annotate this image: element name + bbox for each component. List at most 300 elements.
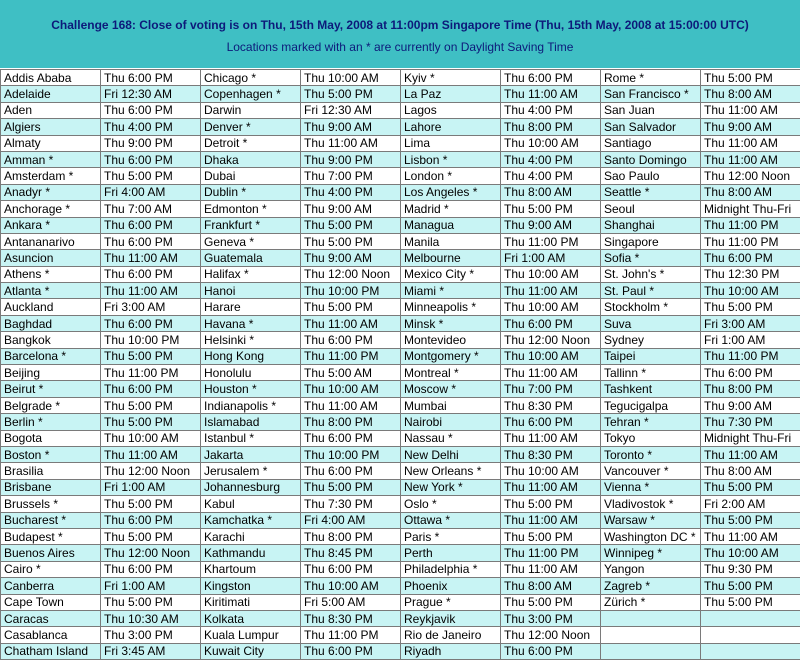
- city-name-cell: Kuwait City: [201, 643, 301, 659]
- city-name-cell: Dublin *: [201, 184, 301, 200]
- city-name-cell: Dhaka: [201, 151, 301, 167]
- city-name-cell: Copenhagen *: [201, 86, 301, 102]
- local-time-cell: Thu 11:00 PM: [301, 627, 401, 643]
- table-row: [1, 102, 800, 118]
- city-name-cell: Vladivostok *: [601, 496, 701, 512]
- city-name-cell: Geneva *: [201, 233, 301, 249]
- local-time-cell: Thu 9:00 PM: [101, 135, 201, 151]
- local-time-cell: Fri 4:00 AM: [301, 512, 401, 528]
- city-name-cell: Rome *: [601, 70, 701, 86]
- local-time-cell: Thu 11:00 PM: [701, 348, 800, 364]
- local-time-cell: Thu 7:00 AM: [101, 201, 201, 217]
- city-name-cell: Zagreb *: [601, 578, 701, 594]
- city-name-cell: Boston *: [1, 446, 101, 462]
- city-name-cell: Canberra: [1, 578, 101, 594]
- table-row: [1, 496, 800, 512]
- city-name-cell: Miami *: [401, 283, 501, 299]
- local-time-cell: Thu 11:00 PM: [101, 365, 201, 381]
- local-time-cell: Thu 5:00 PM: [501, 528, 601, 544]
- city-name-cell: Auckland: [1, 299, 101, 315]
- city-name-cell: Montreal *: [401, 365, 501, 381]
- city-name-cell: Seattle *: [601, 184, 701, 200]
- local-time-cell: Thu 10:30 AM: [101, 610, 201, 626]
- city-name-cell: St. Paul *: [601, 283, 701, 299]
- city-name-cell: Brussels *: [1, 496, 101, 512]
- table-row: [1, 594, 800, 610]
- local-time-cell: Thu 8:00 PM: [701, 381, 800, 397]
- city-name-cell: Lima: [401, 135, 501, 151]
- city-name-cell: Kyiv *: [401, 70, 501, 86]
- local-time-cell: Midnight Thu-Fri: [701, 201, 800, 217]
- city-name-cell: Ottawa *: [401, 512, 501, 528]
- city-name-cell: Shanghai: [601, 217, 701, 233]
- local-time-cell: Thu 9:00 PM: [301, 151, 401, 167]
- local-time-cell: [701, 643, 800, 659]
- city-name-cell: Chatham Island: [1, 643, 101, 659]
- local-time-cell: Thu 9:00 AM: [701, 397, 800, 413]
- city-name-cell: Riyadh: [401, 643, 501, 659]
- local-time-cell: Thu 10:00 AM: [701, 545, 800, 561]
- local-time-cell: Fri 4:00 AM: [101, 184, 201, 200]
- table-row: [1, 151, 800, 167]
- table-row: [1, 365, 800, 381]
- city-name-cell: Madrid *: [401, 201, 501, 217]
- local-time-cell: Thu 8:00 PM: [501, 119, 601, 135]
- city-name-cell: Hong Kong: [201, 348, 301, 364]
- city-name-cell: Seoul: [601, 201, 701, 217]
- local-time-cell: Thu 11:00 AM: [701, 151, 800, 167]
- table-row: [1, 397, 800, 413]
- local-time-cell: Fri 3:45 AM: [101, 643, 201, 659]
- local-time-cell: Thu 10:00 AM: [501, 299, 601, 315]
- local-time-cell: Thu 11:00 AM: [501, 479, 601, 495]
- city-name-cell: New Orleans *: [401, 463, 501, 479]
- city-name-cell: Bogota: [1, 430, 101, 446]
- local-time-cell: Thu 5:00 AM: [301, 365, 401, 381]
- table-row: [1, 463, 800, 479]
- city-name-cell: Rio de Janeiro: [401, 627, 501, 643]
- table-row: [1, 217, 800, 233]
- city-name-cell: Jakarta: [201, 446, 301, 462]
- local-time-cell: Thu 5:00 PM: [701, 578, 800, 594]
- local-time-cell: Thu 6:00 PM: [101, 381, 201, 397]
- local-time-cell: Fri 1:00 AM: [501, 250, 601, 266]
- table-row: [1, 70, 800, 86]
- table-row: [1, 545, 800, 561]
- city-name-cell: Berlin *: [1, 414, 101, 430]
- local-time-cell: Thu 6:00 PM: [701, 365, 800, 381]
- local-time-cell: Thu 7:30 PM: [301, 496, 401, 512]
- local-time-cell: Thu 9:00 AM: [301, 201, 401, 217]
- city-name-cell: London *: [401, 168, 501, 184]
- local-time-cell: Thu 6:00 PM: [701, 250, 800, 266]
- city-name-cell: Brasilia: [1, 463, 101, 479]
- local-time-cell: Thu 6:00 PM: [101, 512, 201, 528]
- table-row: [1, 528, 800, 544]
- local-time-cell: Thu 5:00 PM: [101, 168, 201, 184]
- city-name-cell: Lahore: [401, 119, 501, 135]
- local-time-cell: Thu 6:00 PM: [501, 315, 601, 331]
- city-name-cell: Singapore: [601, 233, 701, 249]
- city-name-cell: Moscow *: [401, 381, 501, 397]
- local-time-cell: Fri 1:00 AM: [101, 578, 201, 594]
- city-name-cell: Los Angeles *: [401, 184, 501, 200]
- local-time-cell: Thu 6:00 PM: [101, 315, 201, 331]
- city-name-cell: Yangon: [601, 561, 701, 577]
- city-name-cell: Guatemala: [201, 250, 301, 266]
- local-time-cell: Thu 6:00 PM: [301, 332, 401, 348]
- city-name-cell: Beirut *: [1, 381, 101, 397]
- local-time-cell: Thu 11:00 AM: [101, 446, 201, 462]
- local-time-cell: Thu 8:00 AM: [701, 463, 800, 479]
- table-row: [1, 135, 800, 151]
- city-name-cell: Philadelphia *: [401, 561, 501, 577]
- local-time-cell: Thu 5:00 PM: [101, 348, 201, 364]
- local-time-cell: Thu 11:00 AM: [301, 135, 401, 151]
- local-time-cell: Thu 11:00 AM: [701, 446, 800, 462]
- local-time-cell: Thu 11:00 AM: [501, 512, 601, 528]
- city-name-cell: Jerusalem *: [201, 463, 301, 479]
- local-time-cell: Thu 11:00 AM: [101, 283, 201, 299]
- local-time-cell: Thu 11:00 AM: [301, 315, 401, 331]
- city-name-cell: Managua: [401, 217, 501, 233]
- local-time-cell: Thu 5:00 PM: [501, 496, 601, 512]
- city-name-cell: Kiritimati: [201, 594, 301, 610]
- local-time-cell: Thu 6:00 PM: [101, 102, 201, 118]
- local-time-cell: Thu 11:00 AM: [501, 430, 601, 446]
- table-row: [1, 414, 800, 430]
- table-row: [1, 283, 800, 299]
- local-time-cell: Thu 4:00 PM: [101, 119, 201, 135]
- table-row: [1, 299, 800, 315]
- local-time-cell: Thu 11:00 AM: [501, 561, 601, 577]
- city-name-cell: Denver *: [201, 119, 301, 135]
- local-time-cell: Thu 12:00 Noon: [101, 463, 201, 479]
- city-name-cell: Karachi: [201, 528, 301, 544]
- local-time-cell: Thu 8:00 PM: [301, 528, 401, 544]
- local-time-cell: Thu 5:00 PM: [701, 70, 800, 86]
- city-name-cell: Havana *: [201, 315, 301, 331]
- city-name-cell: Brisbane: [1, 479, 101, 495]
- local-time-cell: Thu 5:00 PM: [301, 233, 401, 249]
- local-time-cell: Thu 5:00 PM: [101, 594, 201, 610]
- page-header: [0, 0, 800, 68]
- city-name-cell: Taipei: [601, 348, 701, 364]
- local-time-cell: Thu 6:00 PM: [101, 266, 201, 282]
- city-name-cell: Athens *: [1, 266, 101, 282]
- local-time-cell: Thu 11:00 AM: [501, 283, 601, 299]
- local-time-cell: Thu 11:00 AM: [101, 250, 201, 266]
- local-time-cell: Thu 4:00 PM: [301, 184, 401, 200]
- city-name-cell: Manila: [401, 233, 501, 249]
- city-name-cell: Sofia *: [601, 250, 701, 266]
- local-time-cell: Thu 12:00 Noon: [101, 545, 201, 561]
- city-name-cell: Helsinki *: [201, 332, 301, 348]
- local-time-cell: Thu 9:00 AM: [501, 217, 601, 233]
- local-time-cell: Thu 8:30 PM: [501, 446, 601, 462]
- local-time-cell: Thu 11:00 PM: [701, 217, 800, 233]
- local-time-cell: Thu 11:00 AM: [701, 102, 800, 118]
- city-name-cell: Sao Paulo: [601, 168, 701, 184]
- city-name-cell: Suva: [601, 315, 701, 331]
- page-title: Challenge 168: Close of voting is on Thu, 15th May, 2008 at 11:00pm Singapore Time (Thu, 15th May, 2008 at 15:00:00 UTC): [51, 18, 749, 32]
- table-row: [1, 332, 800, 348]
- local-time-cell: Thu 10:00 PM: [301, 283, 401, 299]
- city-name-cell: Sydney: [601, 332, 701, 348]
- local-time-cell: [701, 627, 800, 643]
- city-name-cell: Addis Ababa: [1, 70, 101, 86]
- local-time-cell: Fri 3:00 AM: [701, 315, 800, 331]
- city-name-cell: Stockholm *: [601, 299, 701, 315]
- city-name-cell: Antananarivo: [1, 233, 101, 249]
- table-row: [1, 610, 800, 626]
- table-row: [1, 627, 800, 643]
- city-name-cell: Asuncion: [1, 250, 101, 266]
- city-name-cell: Buenos Aires: [1, 545, 101, 561]
- local-time-cell: Thu 8:00 AM: [701, 184, 800, 200]
- local-time-cell: Fri 12:30 AM: [301, 102, 401, 118]
- city-name-cell: Ankara *: [1, 217, 101, 233]
- local-time-cell: Thu 7:00 PM: [501, 381, 601, 397]
- city-name-cell: Caracas: [1, 610, 101, 626]
- city-name-cell: Anadyr *: [1, 184, 101, 200]
- city-name-cell: Melbourne: [401, 250, 501, 266]
- city-name-cell: San Juan: [601, 102, 701, 118]
- local-time-cell: Thu 11:00 AM: [501, 86, 601, 102]
- city-name-cell: Montgomery *: [401, 348, 501, 364]
- city-name-cell: Beijing: [1, 365, 101, 381]
- city-name-cell: [601, 627, 701, 643]
- city-name-cell: Tehran *: [601, 414, 701, 430]
- local-time-cell: Thu 5:00 PM: [701, 479, 800, 495]
- city-name-cell: Cairo *: [1, 561, 101, 577]
- local-time-cell: Thu 11:00 AM: [301, 397, 401, 413]
- local-time-cell: Fri 12:30 AM: [101, 86, 201, 102]
- city-name-cell: Hanoi: [201, 283, 301, 299]
- local-time-cell: Thu 6:00 PM: [501, 70, 601, 86]
- local-time-cell: Thu 10:00 PM: [101, 332, 201, 348]
- local-time-cell: Thu 10:00 AM: [701, 283, 800, 299]
- city-name-cell: Santiago: [601, 135, 701, 151]
- local-time-cell: Thu 10:00 AM: [501, 463, 601, 479]
- city-name-cell: Minneapolis *: [401, 299, 501, 315]
- local-time-cell: Thu 10:00 AM: [501, 348, 601, 364]
- local-time-cell: Thu 5:00 PM: [101, 397, 201, 413]
- local-time-cell: Thu 8:00 AM: [501, 578, 601, 594]
- local-time-cell: Thu 6:00 PM: [101, 217, 201, 233]
- local-time-cell: Thu 11:00 PM: [701, 233, 800, 249]
- local-time-cell: Thu 6:00 PM: [301, 643, 401, 659]
- city-name-cell: Anchorage *: [1, 201, 101, 217]
- local-time-cell: Thu 5:00 PM: [501, 201, 601, 217]
- city-name-cell: Minsk *: [401, 315, 501, 331]
- local-time-cell: Fri 1:00 AM: [701, 332, 800, 348]
- local-time-cell: Thu 6:00 PM: [101, 151, 201, 167]
- table-row: [1, 512, 800, 528]
- city-name-cell: Atlanta *: [1, 283, 101, 299]
- local-time-cell: Fri 5:00 AM: [301, 594, 401, 610]
- city-name-cell: Santo Domingo: [601, 151, 701, 167]
- local-time-cell: Thu 5:00 PM: [101, 496, 201, 512]
- city-name-cell: Bangkok: [1, 332, 101, 348]
- table-row: [1, 233, 800, 249]
- times-table-body: [1, 70, 800, 660]
- local-time-cell: Thu 12:00 Noon: [501, 332, 601, 348]
- local-time-cell: Thu 12:00 Noon: [301, 266, 401, 282]
- table-row: [1, 561, 800, 577]
- city-name-cell: Montevideo: [401, 332, 501, 348]
- city-name-cell: Kabul: [201, 496, 301, 512]
- local-time-cell: Thu 12:00 Noon: [501, 627, 601, 643]
- city-name-cell: Harare: [201, 299, 301, 315]
- local-time-cell: Thu 10:00 AM: [301, 70, 401, 86]
- city-name-cell: Edmonton *: [201, 201, 301, 217]
- city-name-cell: Prague *: [401, 594, 501, 610]
- city-name-cell: New York *: [401, 479, 501, 495]
- local-time-cell: Thu 10:00 AM: [101, 430, 201, 446]
- city-name-cell: Halifax *: [201, 266, 301, 282]
- city-name-cell: Oslo *: [401, 496, 501, 512]
- city-name-cell: Adelaide: [1, 86, 101, 102]
- local-time-cell: Thu 5:00 PM: [101, 528, 201, 544]
- local-time-cell: Fri 3:00 AM: [101, 299, 201, 315]
- table-row: [1, 86, 800, 102]
- table-row: [1, 119, 800, 135]
- city-name-cell: Darwin: [201, 102, 301, 118]
- local-time-cell: Thu 6:00 PM: [501, 414, 601, 430]
- city-name-cell: San Salvador: [601, 119, 701, 135]
- city-name-cell: Paris *: [401, 528, 501, 544]
- table-row: [1, 250, 800, 266]
- table-row: [1, 446, 800, 462]
- table-row: [1, 430, 800, 446]
- city-name-cell: Lisbon *: [401, 151, 501, 167]
- city-name-cell: Washington DC *: [601, 528, 701, 544]
- city-name-cell: Vienna *: [601, 479, 701, 495]
- city-name-cell: Bucharest *: [1, 512, 101, 528]
- local-time-cell: Thu 3:00 PM: [101, 627, 201, 643]
- local-time-cell: Thu 7:30 PM: [701, 414, 800, 430]
- city-name-cell: Casablanca: [1, 627, 101, 643]
- city-name-cell: Istanbul *: [201, 430, 301, 446]
- city-name-cell: Tallinn *: [601, 365, 701, 381]
- city-name-cell: Dubai: [201, 168, 301, 184]
- local-time-cell: Thu 9:00 AM: [701, 119, 800, 135]
- city-name-cell: Almaty: [1, 135, 101, 151]
- city-name-cell: Lagos: [401, 102, 501, 118]
- local-time-cell: Thu 10:00 PM: [301, 446, 401, 462]
- table-row: [1, 578, 800, 594]
- local-time-cell: Thu 8:30 PM: [301, 610, 401, 626]
- local-time-cell: Fri 1:00 AM: [101, 479, 201, 495]
- local-time-cell: Thu 10:00 AM: [501, 266, 601, 282]
- local-time-cell: Thu 4:00 PM: [501, 102, 601, 118]
- city-name-cell: [601, 610, 701, 626]
- city-name-cell: Tashkent: [601, 381, 701, 397]
- local-time-cell: Thu 11:00 AM: [701, 528, 800, 544]
- city-name-cell: Perth: [401, 545, 501, 561]
- table-row: [1, 266, 800, 282]
- city-name-cell: Frankfurt *: [201, 217, 301, 233]
- page-subtitle: Locations marked with an * are currently on Daylight Saving Time: [226, 40, 574, 54]
- city-name-cell: Cape Town: [1, 594, 101, 610]
- table-row: [1, 348, 800, 364]
- city-name-cell: Zürich *: [601, 594, 701, 610]
- city-name-cell: Khartoum: [201, 561, 301, 577]
- local-time-cell: Thu 11:00 PM: [301, 348, 401, 364]
- city-name-cell: Aden: [1, 102, 101, 118]
- local-time-cell: Thu 5:00 PM: [701, 594, 800, 610]
- local-time-cell: Thu 5:00 PM: [301, 86, 401, 102]
- local-time-cell: Thu 5:00 PM: [701, 299, 800, 315]
- city-name-cell: La Paz: [401, 86, 501, 102]
- local-time-cell: [701, 610, 800, 626]
- city-name-cell: Mexico City *: [401, 266, 501, 282]
- local-time-cell: Thu 3:00 PM: [501, 610, 601, 626]
- table-row: [1, 184, 800, 200]
- city-name-cell: Kamchatka *: [201, 512, 301, 528]
- city-name-cell: Winnipeg *: [601, 545, 701, 561]
- table-row: [1, 643, 800, 659]
- city-name-cell: Belgrade *: [1, 397, 101, 413]
- table-row: [1, 381, 800, 397]
- local-time-cell: Thu 10:00 AM: [301, 381, 401, 397]
- city-name-cell: Barcelona *: [1, 348, 101, 364]
- city-name-cell: Toronto *: [601, 446, 701, 462]
- local-time-cell: Thu 5:00 PM: [101, 414, 201, 430]
- city-name-cell: Nairobi: [401, 414, 501, 430]
- local-time-cell: Thu 6:00 PM: [301, 430, 401, 446]
- local-time-cell: Thu 11:00 AM: [701, 135, 800, 151]
- local-time-cell: Thu 6:00 PM: [101, 233, 201, 249]
- city-name-cell: Tegucigalpa: [601, 397, 701, 413]
- city-name-cell: Kingston: [201, 578, 301, 594]
- city-name-cell: Kuala Lumpur: [201, 627, 301, 643]
- local-time-cell: Thu 12:30 PM: [701, 266, 800, 282]
- city-name-cell: Johannesburg: [201, 479, 301, 495]
- local-time-cell: Thu 5:00 PM: [301, 217, 401, 233]
- city-name-cell: St. John's *: [601, 266, 701, 282]
- table-row: [1, 315, 800, 331]
- city-name-cell: Chicago *: [201, 70, 301, 86]
- local-time-cell: Thu 9:00 AM: [301, 250, 401, 266]
- city-name-cell: Nassau *: [401, 430, 501, 446]
- local-time-cell: Fri 2:00 AM: [701, 496, 800, 512]
- city-name-cell: Honolulu: [201, 365, 301, 381]
- city-name-cell: Amsterdam *: [1, 168, 101, 184]
- local-time-cell: Thu 8:00 AM: [501, 184, 601, 200]
- local-time-cell: Thu 6:00 PM: [301, 561, 401, 577]
- local-time-cell: Thu 9:00 AM: [301, 119, 401, 135]
- local-time-cell: Thu 10:00 AM: [301, 578, 401, 594]
- city-name-cell: Detroit *: [201, 135, 301, 151]
- table-row: [1, 168, 800, 184]
- local-time-cell: Thu 4:00 PM: [501, 151, 601, 167]
- table-row: [1, 479, 800, 495]
- city-name-cell: Tokyo: [601, 430, 701, 446]
- local-time-cell: Midnight Thu-Fri: [701, 430, 800, 446]
- local-time-cell: Thu 8:00 AM: [701, 86, 800, 102]
- local-time-cell: Thu 7:00 PM: [301, 168, 401, 184]
- local-time-cell: Thu 5:00 PM: [701, 512, 800, 528]
- city-name-cell: Kathmandu: [201, 545, 301, 561]
- local-time-cell: Thu 11:00 PM: [501, 233, 601, 249]
- local-time-cell: Thu 6:00 PM: [101, 70, 201, 86]
- local-time-cell: Thu 9:30 PM: [701, 561, 800, 577]
- local-time-cell: Thu 4:00 PM: [501, 168, 601, 184]
- local-time-cell: Thu 6:00 PM: [301, 463, 401, 479]
- city-name-cell: Warsaw *: [601, 512, 701, 528]
